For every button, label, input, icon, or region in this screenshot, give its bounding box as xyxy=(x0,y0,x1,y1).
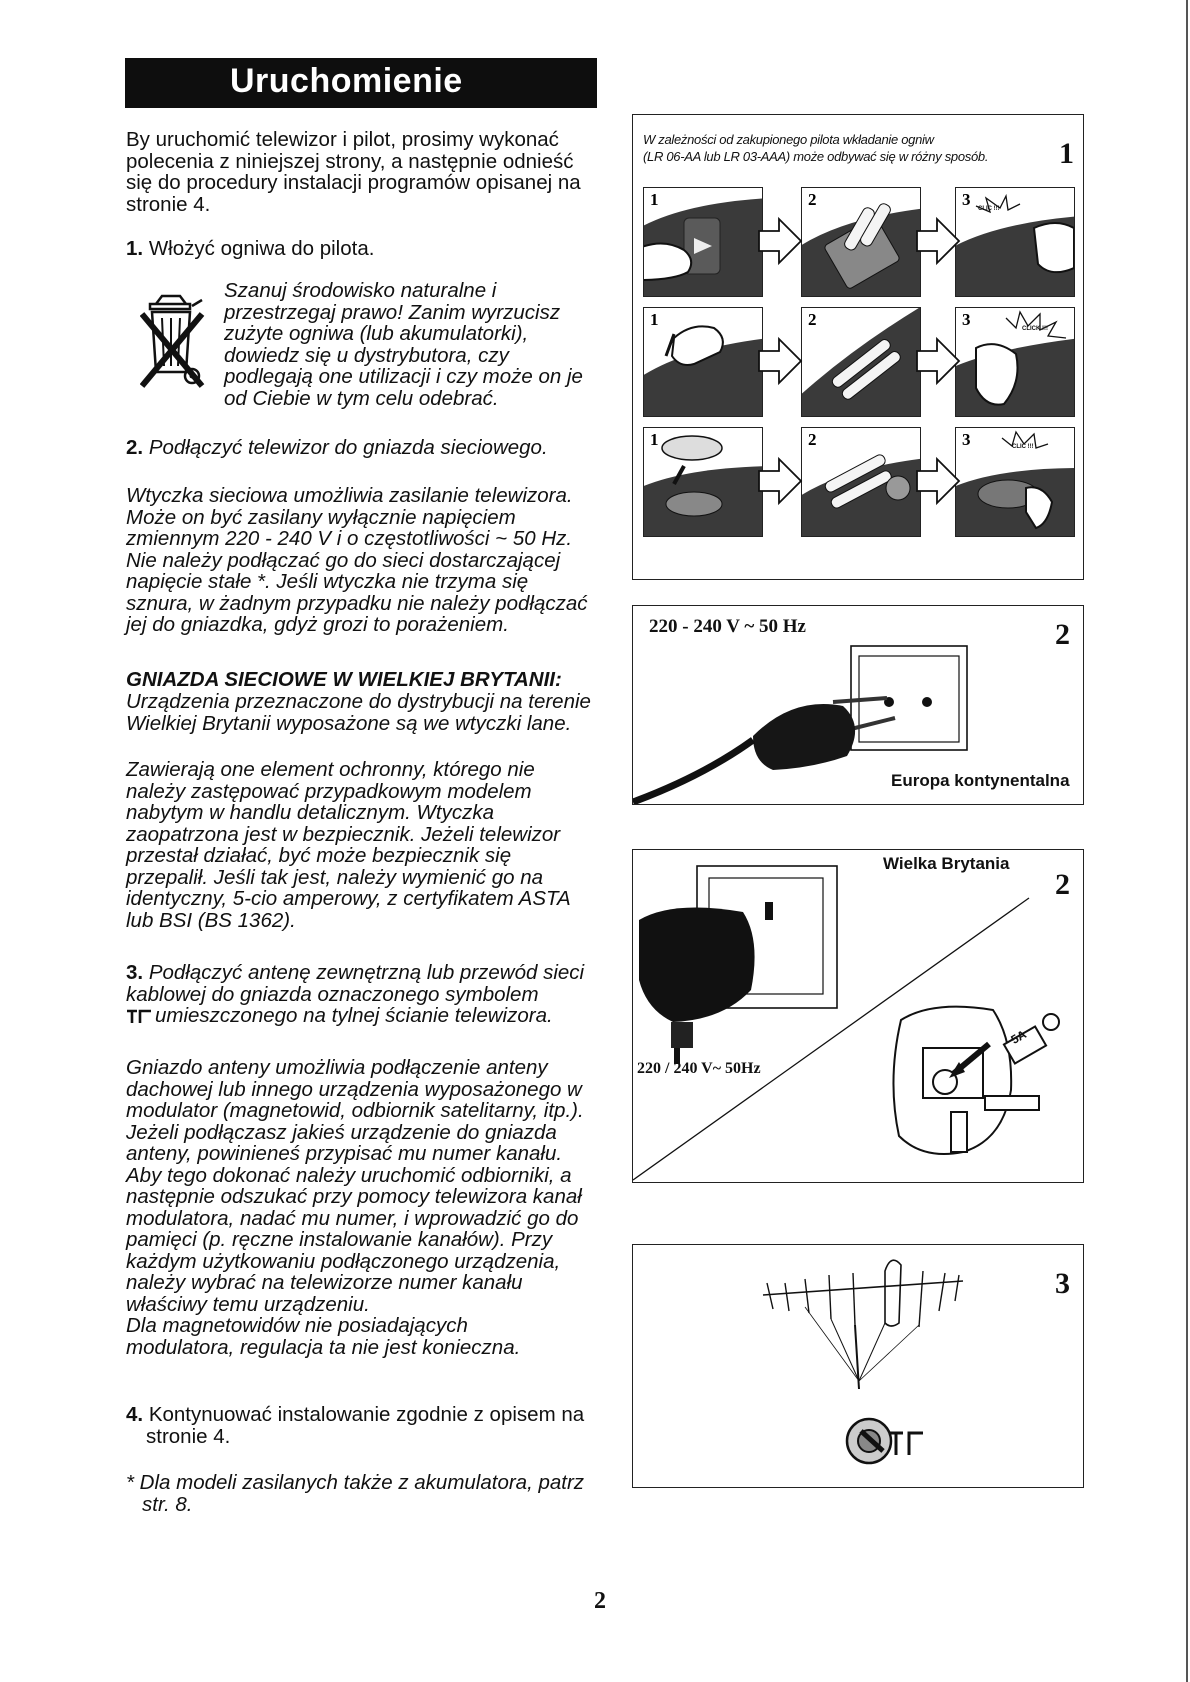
page-title-bar xyxy=(125,58,597,108)
row2-panel-1: 1 xyxy=(643,307,763,417)
roof-antenna-illustration xyxy=(633,1245,1083,1487)
flow-arrows xyxy=(633,115,1083,579)
row1-panel-2: 2 xyxy=(801,187,921,297)
step-4: 4. Kontynuować instalowanie zgodnie z opisem na stronie 4. xyxy=(126,1403,585,1448)
row1-panel-3: 3 CLIC !!! xyxy=(955,187,1075,297)
step-3: 3. Podłączyć antenę zewnętrzną lub przewód sieci kablowej do gniazda oznaczonego symbolem umieszczonego na tylnej ścianie telewizora. xyxy=(126,961,585,1027)
figure-2a-continental-plug xyxy=(632,605,1084,805)
page-title: Uruchomienie xyxy=(230,62,463,100)
antenna-paragraph: Gniazdo anteny umożliwia podłączenie anteny dachowej lub innego urządzenia wyposażonego w modulator (magnetowid, odbiornik satelitarny, itp.). Jeżeli podłączasz jakieś urządzenie do gniazda anteny, powinieneś przypisać mu numer kanału. Aby tego dokonać należy uruchomić odbiorniki, a następnie odszukać przy pomocy telewizora kanał modulatora, nadać mu numer, i wprowadzić go do pamięci (p. ręczne instalowanie kanałów). Przy każdym użytkowaniu podłączonego urządzenia, należy wybrać na telewizorze numer kanału właściwy temu urządzeniu. Dla magnetowidów nie posiadających modulatora, regulacja ta nie jest konieczna. xyxy=(126,1056,584,1359)
row2-panel-3: 3 CLICK !!! xyxy=(955,307,1075,417)
antenna-socket-symbol-icon xyxy=(126,1008,152,1024)
uk-plug-illustration xyxy=(633,850,1083,1182)
region-label: Europa kontynentalna xyxy=(891,771,1070,790)
row3-panel-3: 3 CLIC !!! xyxy=(955,427,1075,537)
uk-heading: GNIAZDA SIECIOWE W WIELKIEJ BRYTANII: xyxy=(126,668,562,691)
figure-2b-uk-plug xyxy=(632,849,1084,1183)
page-number: 2 xyxy=(594,1588,606,1614)
crossed-bin-icon xyxy=(140,292,212,392)
footnote: * Dla modeli zasilanych także z akumulatora, patrz str. 8. xyxy=(126,1471,585,1516)
figure-1-caption: W zależności od zakupionego pilota wkładanie ogniw (LR 06-AA lub LR 03-AAA) może odbywać się w różny sposób. xyxy=(643,132,989,164)
row1-panel-1: 1 xyxy=(643,187,763,297)
scan-edge-line xyxy=(1186,0,1188,1682)
figure-1-number: 1 xyxy=(1059,137,1074,170)
intro-paragraph: By uruchomić telewizor i pilot, prosimy wykonać polecenia z niniejszej strony, a następnie odnieść się do procedury instalacji programów opisanej na stronie 4. xyxy=(126,128,581,216)
fuse-label: 5A xyxy=(1008,1027,1029,1047)
figure-3-number: 3 xyxy=(1055,1267,1070,1300)
row2-panel-2: 2 xyxy=(801,307,921,417)
step-1: 1. Włożyć ogniwa do pilota. xyxy=(126,237,375,260)
figure-2a-number: 2 xyxy=(1055,618,1070,651)
row3-panel-2: 2 xyxy=(801,427,921,537)
figure-2b-number: 2 xyxy=(1055,868,1070,901)
row3-panel-1: 1 xyxy=(643,427,763,537)
uk-voltage-label: 220 / 240 V~ 50Hz xyxy=(637,1060,761,1077)
uk-region-label: Wielka Brytania xyxy=(883,854,1010,873)
figure-1-battery-insertion xyxy=(632,114,1084,580)
mains-paragraph: Wtyczka sieciowa umożliwia zasilanie telewizora. Może on być zasilany wyłącznie napięciem zmiennym 220 - 240 V i o częstotliwości ~ 50 Hz. Nie należy podłączać go do sieci dostarczającej napięcie stałe *. Jeśli wtyczka nie trzyma się sznura, w żadnym przypadku nie należy podłączać jej do gniazdka, gdyż grozi to porażeniem. xyxy=(126,484,588,636)
voltage-label: 220 - 240 V ~ 50 Hz xyxy=(649,616,806,637)
step-2: 2. Podłączyć telewizor do gniazda sieciowego. xyxy=(126,436,548,459)
figure-3-antenna xyxy=(632,1244,1084,1488)
uk-fuse-paragraph: Zawierają one element ochronny, którego nie należy zastępować przypadkowym modelem nabytym w handlu detalicznym. Wtyczka zaopatrzona jest w bezpiecznik. Jeżeli telewizor przestał działać, być może bezpiecznik się przepalił. Jeśli tak jest, należy wymienić go na identyczny, 5-cio amperowy, z certyfikatem ASTA lub BSI (BS 1362). xyxy=(126,758,571,932)
uk-intro: Urządzenia przeznaczone do dystrybucji na terenie Wielkiej Brytanii wyposażone są we wtyczki lane. xyxy=(126,690,591,735)
recycling-notice: Szanuj środowisko naturalne i przestrzegaj prawo! Zanim wyrzucisz zużyte ogniwa (lub akumulatorki), dowiedz się u dystrybutora, czy podlegają one utilizacji i czy może on je od Ciebie w tym celu odebrać. xyxy=(224,279,583,410)
